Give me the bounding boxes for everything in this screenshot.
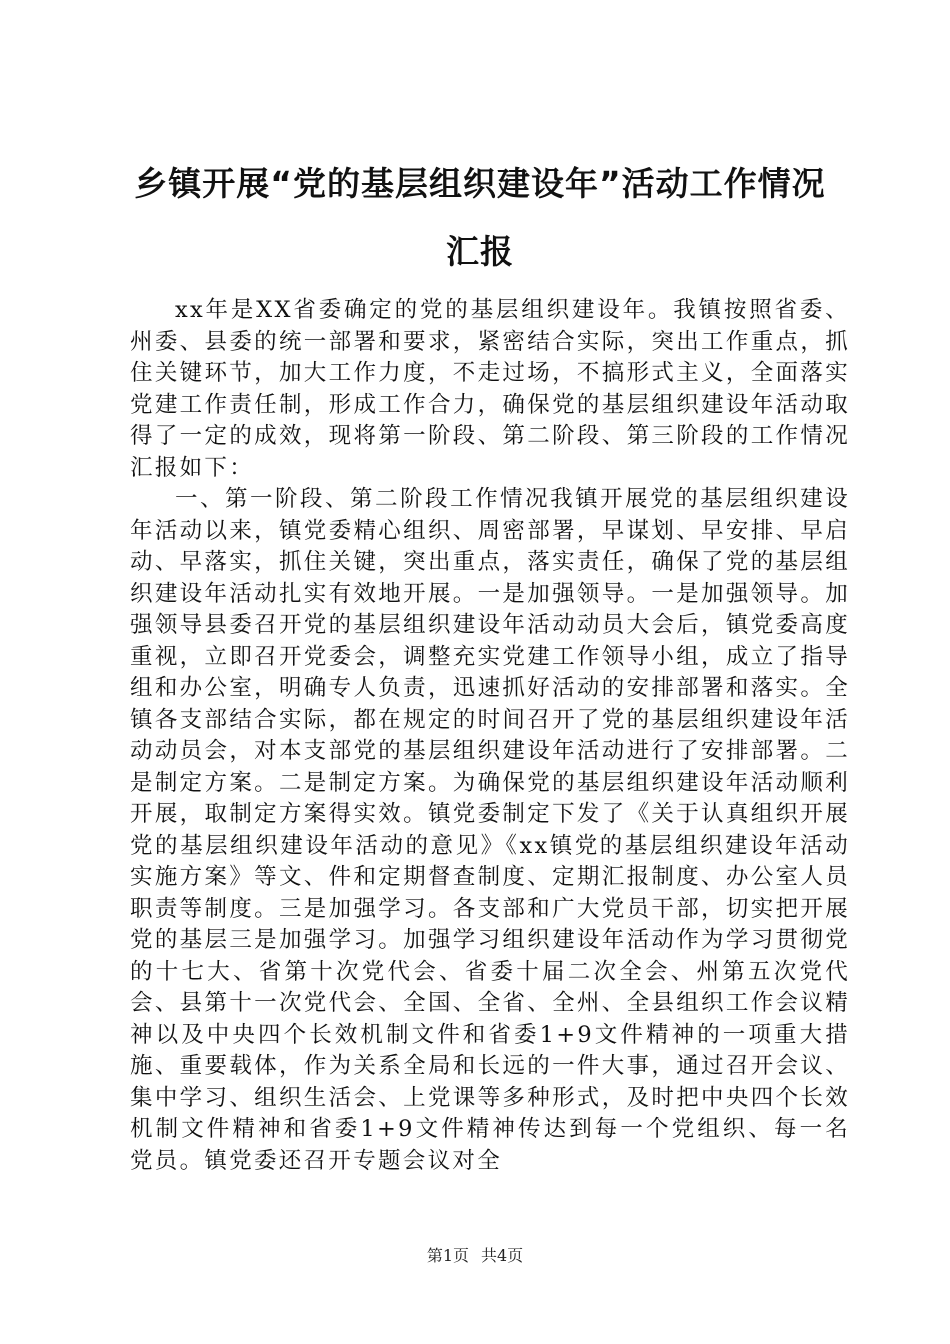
document-title: 乡镇开展“党的基层组织建设年”活动工作情况汇报: [134, 164, 826, 271]
paragraph-intro: xx年是XX省委确定的党的基层组织建设年。我镇按照省委、州委、县委的统一部署和要求，紧密结合实际，突出工作重点，抓住关键环节，加大工作力度，不走过场，不搞形式主义，全面落实党建工作责任制，形成工作合力，确保党的基层组织建设年活动取得了一定的成效，现将第一阶段、第二阶段、第三阶段的工作情况汇报如下：: [130, 297, 850, 481]
page-number: 第1页: [426, 1246, 469, 1265]
page-total: 共4页: [481, 1246, 524, 1265]
paragraph-section-one: 一、第一阶段、第二阶段工作情况我镇开展党的基层组织建设年活动以来，镇党委精心组织、周密部署，早谋划、早安排、早启动、早落实，抓住关键，突出重点，落实责任，确保了党的基层组织建设年活动扎实有效地开展。一是加强领导。一是加强领导。加强领导县委召开党的基层组织建设年活动动员大会后，镇党委高度重视，立即召开党委会，调整充实党建工作领导小组，成立了指导组和办公室，明确专人负责，迅速抓好活动的安排部署和落实。全镇各支部结合实际，都在规定的时间召开了党的基层组织建设年活动动员会，对本支部党的基层组织建设年活动进行了安排部署。二是制定方案。二是制定方案。为确保党的基层组织建设年活动顺利开展，取制定方案得实效。镇党委制定下发了《关于认真组织开展党的基层组织建设年活动的意见》《xx镇党的基层组织建设年活动实施方案》等文、件和定期督查制度、定期汇报制度、办公室人员职责等制度。三是加强学习。各支部和广大党员干部，切实把开展党的基层三是加强学习。加强学习组织建设年活动作为学习贯彻党的十七大、省第十次党代会、省委十届二次全会、州第五次党代会、县第十一次党代会、全国、全省、全州、全县组织工作会议精神以及中央四个长效机制文件和省委1+9文件精神的一项重大措施、重要载体，作为关系全局和长远的一件大事，通过召开会议、集中学习、组织生活会、上党课等多种形式，及时把中央四个长效机制文件精神和省委1+9文件精神传达到每一个党组织、每一名党员。镇党委还召开专题会议对全: [130, 486, 850, 1174]
document-body: [130, 295, 850, 1177]
page-footer: [0, 1246, 950, 1266]
